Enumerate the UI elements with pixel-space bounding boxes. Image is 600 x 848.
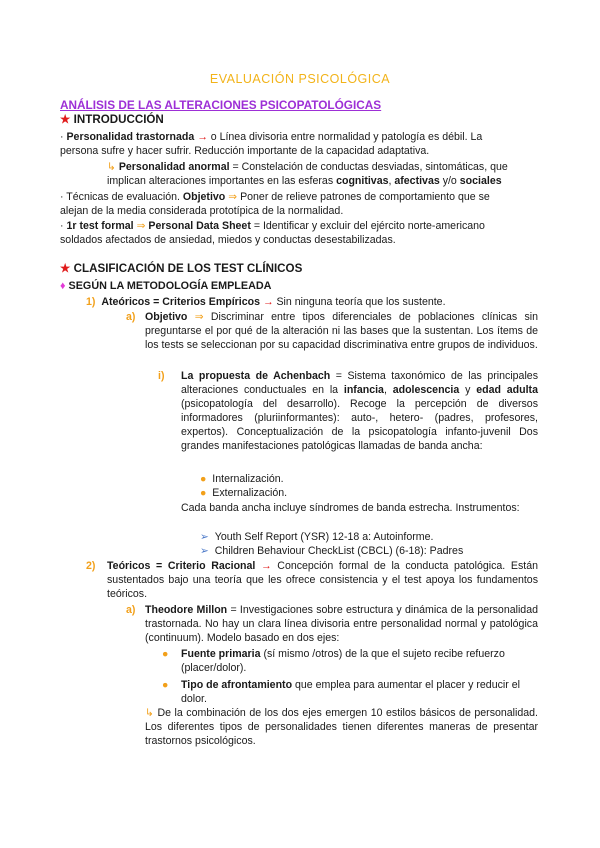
list-item — [200, 472, 287, 486]
kw-infancia: infancia — [343, 384, 384, 396]
term-fuente-primaria: Fuente primaria — [181, 648, 261, 660]
intro-p2-text2: implican alteraciones importantes en las esferas — [107, 175, 334, 187]
list-item — [162, 678, 538, 706]
banda-ancha-list — [200, 472, 287, 500]
item-1a-body: Discriminar entre tipos diferenciales de poblaciones clínicas sin preguntarse el por qué de la alteración ni las bases que la sustentan. Los ítems de los tests se seleccionan por su capacidad discriminativa entre grupos de individuos. — [145, 311, 539, 351]
bullet-icon: ● — [162, 648, 169, 660]
clasif-subheading-text: SEGÚN LA METODOLOGÍA EMPLEADA — [68, 280, 272, 292]
item-1ai-t1: = Sistema taxonómico de las principales alteraciones conductuales en la — [181, 370, 538, 396]
intro-heading — [60, 113, 164, 127]
item-1ai-t3: Cada banda ancha incluye síndromes de banda estrecha. Instrumentos: — [181, 502, 520, 514]
diamond-icon: ♦ — [60, 280, 66, 292]
return-arrow-icon: ↳ — [145, 707, 154, 719]
item-2-number: 2) — [86, 560, 96, 572]
term-personal-data-sheet: Personal Data Sheet — [148, 220, 251, 232]
intro-paragraph-1: · Personalidad trastornada → o Línea divisoria entre normalidad y patología es débil. La persona sufre y hacer sufrir. Reducción importante de la capacidad adaptativa. — [60, 130, 538, 158]
list-item — [200, 544, 463, 558]
page-title: EVALUACIÓN PSICOLÓGICA — [209, 72, 391, 86]
arrowhead-icon: ➢ — [200, 545, 209, 557]
item-2a-text — [145, 603, 538, 645]
intro-paragraph-4: · 1r test formal ⇒ Personal Data Sheet = Identificar y excluir del ejército norte-americano soldados afectados de ansiedad, miedos y conductas desestabilizadas. — [60, 219, 538, 247]
clasif-heading-text: CLASIFICACIÓN DE LOS TEST CLÍNICOS — [73, 262, 303, 275]
term-objetivo: Objetivo — [182, 191, 226, 203]
bullet-icon: ● — [200, 487, 207, 499]
kw-y: y — [465, 384, 471, 396]
intro-p2-text: = Constelación de conductas desviadas, sintomáticas, que — [232, 161, 508, 173]
kw-sociales: sociales — [459, 175, 502, 187]
term-tipo-afrontamiento: Tipo de afrontamiento — [181, 679, 293, 691]
axis-2-text: que emplea para aumentar el placer y reducir el dolor. — [181, 679, 520, 705]
term-achenbach: La propuesta de Achenbach — [181, 370, 331, 382]
return-arrow-icon: ↳ — [107, 161, 116, 173]
kw-edad-adulta: edad adulta — [476, 384, 538, 396]
intro-p3-text: Poner de relieve patrones de comportamiento que se — [240, 191, 490, 203]
intro-paragraph-2: ↳ Personalidad anormal = Constelación de conductas desviadas, sintomáticas, que implican alteraciones importantes en las esferas cognitivas, afectivas y/o sociales — [107, 161, 508, 187]
intro-heading-text: INTRODUCCIÓN — [73, 113, 164, 126]
term-millon: Theodore Millon — [145, 604, 228, 616]
term-personalidad-anormal: Personalidad anormal — [118, 161, 230, 173]
instrument-text: Youth Self Report (YSR) 12-18 a: Autoinforme. — [214, 531, 434, 543]
bullet-text: Internalización. — [212, 473, 284, 485]
kw-adolescencia: adolescencia — [392, 384, 460, 396]
item-1ai-text: La propuesta de Achenbach = Sistema taxonómico de las principales alteraciones conductuales en la infancia, adolescencia y edad adulta (psicopatología del desarrollo). Recoge la percepción de diversos informadores (pluriinformantes): auto-, hetero- (padres, profesores, expertos). Conceptualización de la psicopatología infanto-juvenil Dos grandes manifestaciones patológicas llamadas de banda ancha: — [181, 370, 538, 452]
term-1r-test-formal: 1r test formal — [66, 220, 134, 232]
list-item — [162, 647, 538, 675]
instrument-text: Children Behaviour CheckList (CBCL) (6-18): Padres — [214, 545, 464, 557]
clasif-subheading — [60, 279, 271, 293]
intro-p1-text: o Línea divisoria entre normalidad y patología es débil. La — [210, 131, 483, 143]
intro-p4-text2: soldados afectados de ansiedad, miedos y conductas desestabilizadas. — [60, 234, 396, 246]
star-icon: ★ — [60, 113, 71, 126]
term-objetivo: Objetivo — [145, 311, 188, 323]
term-personalidad-trastornada: Personalidad trastornada — [66, 131, 195, 143]
arrow-icon: → — [197, 131, 208, 143]
bullet-icon: ● — [200, 473, 207, 485]
item-1a-text — [145, 310, 538, 352]
arrowhead-icon: ➢ — [200, 531, 209, 543]
item-2a-body: = Investigaciones sobre estructura y dinámica de la personalidad trastornada. No hay un clara línea divisoria entre personalidad normal y patológica (continuum). Modelo basado en dos ejes: — [145, 604, 538, 644]
star-icon: ★ — [60, 262, 71, 275]
intro-paragraph-3: · Técnicas de evaluación. Objetivo ⇒ Poner de relieve patrones de comportamiento que se alejan de la media considerada prototípica de la normalidad. — [60, 190, 538, 218]
double-arrow-icon: ⇒ — [194, 311, 204, 323]
instrument-list — [200, 530, 463, 558]
bullet-icon: ● — [162, 679, 169, 691]
list-item — [200, 486, 287, 500]
item-2-body: Concepción formal de la conducta patológica. Están sustentados bajo una teoría que les ofrece consistencia y el test apoya los fundamentos teóricos. — [107, 560, 538, 600]
intro-p1-text2: persona sufre y hacer sufrir. Reducción importante de la capacidad adaptativa. — [60, 145, 430, 157]
term-ateoricos: Ateóricos = Criterios Empíricos — [101, 296, 260, 308]
bullet-text: Externalización. — [212, 487, 288, 499]
double-arrow-icon: ⇒ — [228, 191, 238, 203]
item-1-text: Sin ninguna teoría que los sustente. — [276, 296, 446, 308]
conclusion-text: De la combinación de los dos ejes emergen 10 estilos básicos de personalidad. Los diferentes tipos de personalidades tienen diferentes maneras de presentar trastornos psicológicos. — [145, 707, 538, 747]
clasif-heading — [60, 262, 302, 276]
item-2-text — [107, 559, 538, 601]
arrow-icon: → — [261, 560, 272, 572]
axis-1-text: (sí mismo /otros) de la que el sujeto recibe refuerzo (placer/dolor). — [181, 648, 505, 674]
item-1-number: 1) — [86, 296, 96, 308]
item-1ai-t2: (psicopatología del desarrollo). Recoge la percepción de diversos informadores (pluriinformantes): auto-, hetero- (padres, profesores, expertos). Conceptualización de la psicopatología infanto-juvenil Dos grandes manifestaciones patológicas llamadas de banda ancha: — [181, 398, 538, 452]
item-1ai-numeral: i) — [158, 370, 165, 382]
arrow-icon: → — [262, 296, 274, 308]
term-teoricos: Teóricos = Criterio Racional — [107, 560, 256, 572]
intro-p3-text2: alejan de la media considerada prototípica de la normalidad. — [60, 205, 344, 217]
kw-cognitivas: cognitivas — [336, 175, 389, 187]
kw-afectivas: afectivas — [394, 175, 440, 187]
intro-p3-lead: Técnicas de evaluación. — [66, 191, 180, 203]
item-1a-letter: a) — [126, 311, 136, 323]
item-1 — [86, 295, 446, 309]
list-item — [200, 530, 463, 544]
main-heading: ANÁLISIS DE LAS ALTERACIONES PSICOPATOLÓGICAS — [60, 98, 382, 112]
double-arrow-icon: ⇒ — [136, 220, 146, 232]
item-2a-conclusion — [145, 706, 538, 748]
kw-sep: y/o — [442, 175, 457, 187]
item-2a-letter: a) — [126, 604, 136, 616]
millon-axes-list — [162, 647, 538, 706]
intro-p4-text: = Identificar y excluir del ejército norte-americano — [253, 220, 485, 232]
